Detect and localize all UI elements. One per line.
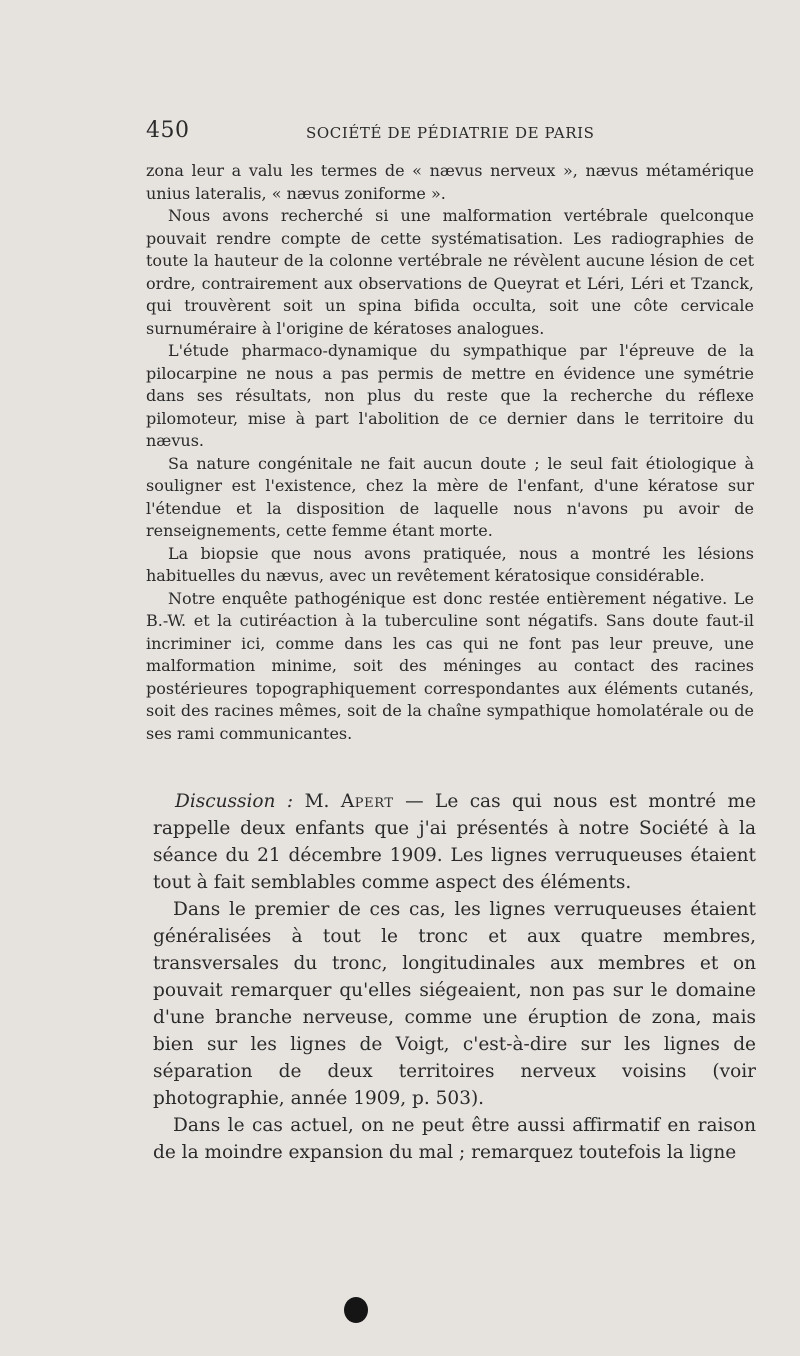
ink-blot-mark — [344, 1297, 368, 1323]
paragraph: Sa nature congénitale ne fait aucun doute ; le seul fait étiologique à souligner est l'existence, chez la mère de l'enfant, d'une kératose sur l'étendue et la disposition de laquelle nous n'avons pu avoir de renseignements, cette femme étant morte. — [146, 453, 754, 540]
page-number: 450 — [146, 118, 190, 143]
discussion-label: Discussion : — [175, 791, 294, 812]
speaker-name: Apert — [340, 791, 394, 812]
paragraph: Dans le premier de ces cas, les lignes verruqueuses étaient généralisées à tout le tronc et aux quatre membres, transversales du tronc, longitudinales aux membres et on pouvait remarquer qu'elles siégeaient, non pas sur le domaine d'une branche nerveuse, comme une éruption de zona, mais bien sur les lignes de Voigt, c'est-à-dire sur les lignes de séparation de deux territoires nerveux voisins (voir photographie, année 1909, p. 503). — [153, 899, 756, 1109]
discussion-section — [153, 788, 756, 1166]
page-header — [146, 118, 755, 148]
paragraph: zona leur a valu les termes de « nævus nerveux », nævus métamérique unius lateralis, « nævus zoniforme ». — [146, 161, 754, 203]
paragraph: Notre enquête pathogénique est donc restée entièrement négative. Le B.-W. et la cutiréaction à la tuberculine sont négatifs. Sans doute faut-il incriminer ici, comme dans les cas qui ne font pas leur preuve, une malformation minime, soit des méninges au contact des racines postérieures topographiquement correspondantes aux éléments cutanés, soit des racines mêmes, soit de la chaîne sympathique homolatérale ou de ses rami communicantes. — [146, 588, 754, 743]
discussion-text: — Le cas qui nous est montré me rappelle deux enfants que j'ai présentés à notre Société à la séance du 21 décembre 1909. Les lignes verruqueuses étaient tout à fait semblables comme aspect des éléments. — [153, 791, 757, 893]
paragraph: Dans le cas actuel, on ne peut être aussi affirmatif en raison de la moindre expansion du mal ; remarquez toutefois la ligne — [153, 1115, 756, 1163]
paragraph: L'étude pharmaco-dynamique du sympathique par l'épreuve de la pilocarpine ne nous a pas permis de mettre en évidence une symétrie dans ses résultats, non plus du reste que la recherche du réflexe pilomoteur, mise à part l'abolition de ce dernier dans le territoire du nævus. — [146, 341, 754, 450]
paragraph: Nous avons recherché si une malformation vertébrale quelconque pouvait rendre compte de cette systématisation. Les radiographies de toute la hauteur de la colonne vertébrale ne révèlent aucune lésion de cet ordre, contrairement aux observations de Queyrat et Léri, Léri et Tzanck, qui trouvèrent soit un spina bifida occulta, soit une côte cervicale surnuméraire à l'origine de kératoses analogues. — [146, 206, 754, 338]
case-report-text — [146, 160, 754, 745]
speaker-prefix: M. — [304, 791, 330, 812]
paragraph: La biopsie que nous avons pratiquée, nous a montré les lésions habituelles du nævus, avec un revêtement kératosique considérable. — [146, 543, 754, 585]
running-head: SOCIÉTÉ DE PÉDIATRIE DE PARIS — [306, 124, 595, 142]
discussion-paragraph — [153, 788, 756, 896]
